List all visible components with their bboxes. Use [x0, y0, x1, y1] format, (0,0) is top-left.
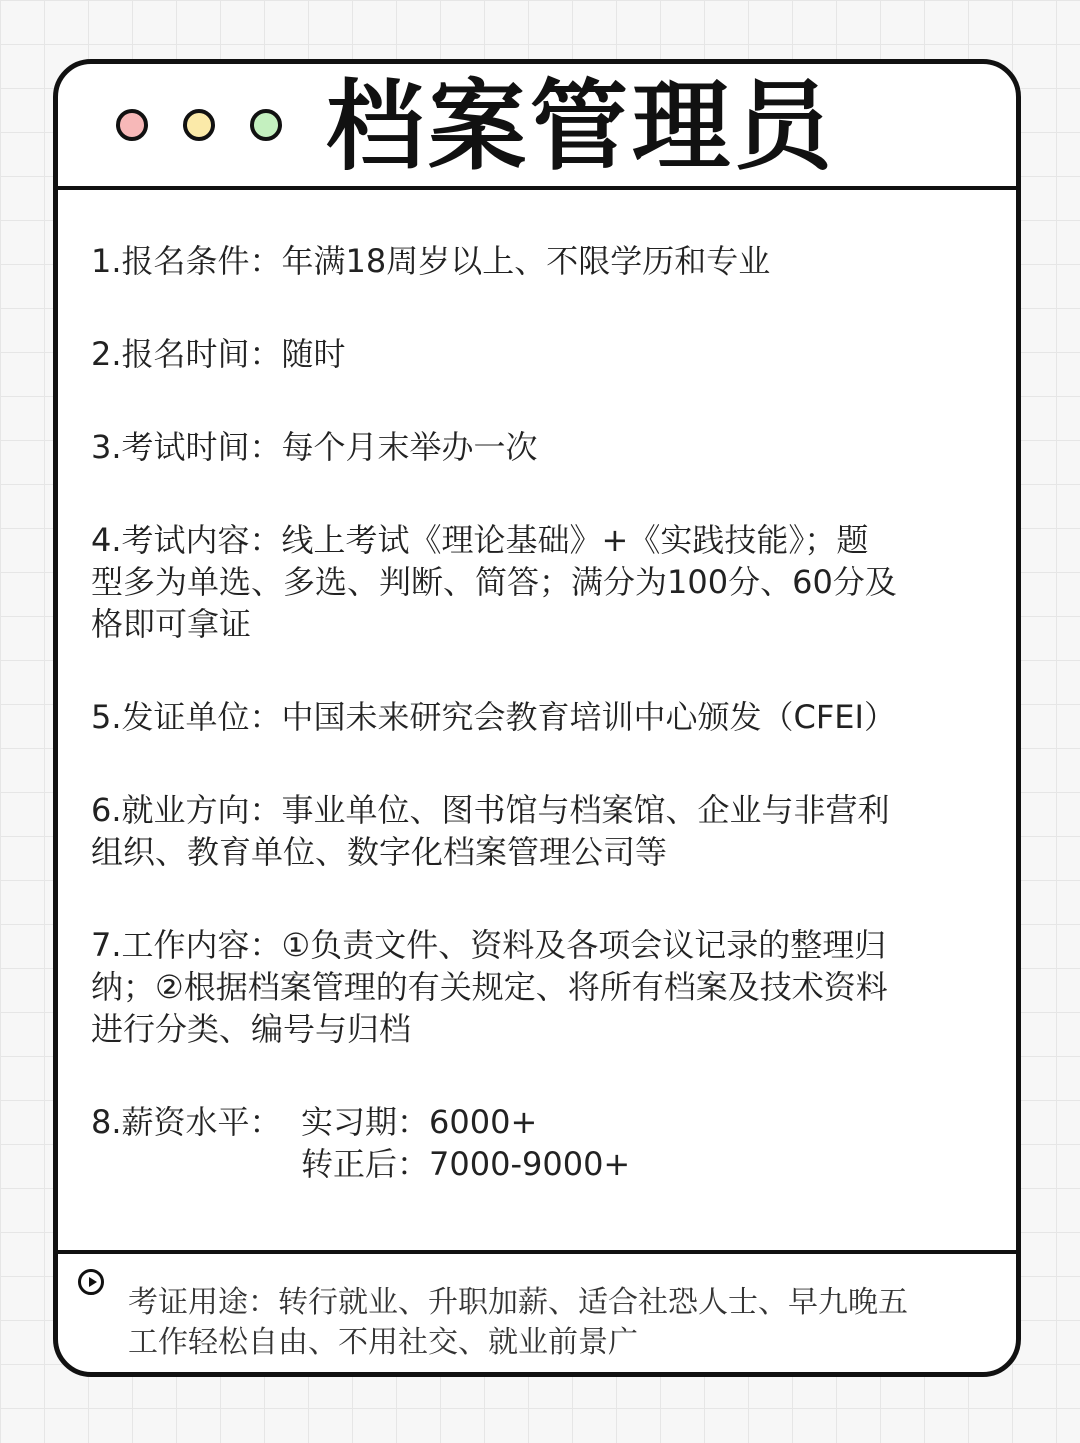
item-job-content: 7.工作内容：①负责文件、资料及各项会议记录的整理归 纳；②根据档案管理的有关规定、将所有档案及技术资料 进行分类、编号与归档: [91, 926, 888, 1048]
item-exam-content: 4.考试内容：线上考试《理论基础》+《实践技能》；题 型多为单选、多选、判断、简答；满分为100分、60分及 格即可拿证: [91, 521, 897, 643]
item-career-direction: 6.就业方向：事业单位、图书馆与档案馆、企业与非营利 组织、教育单位、数字化档案管理公司等: [91, 791, 890, 871]
item-registration-time: 2.报名时间：随时: [91, 335, 346, 373]
footer-divider: [58, 1250, 1016, 1254]
content-list: [91, 240, 991, 1185]
item-exam-time: 3.考试时间：每个月末举办一次: [91, 428, 538, 466]
footer-text: 考证用途：转行就业、升职加薪、适合社恐人士、早九晚五 工作轻松自由、不用社交、就业前景广: [128, 1285, 908, 1360]
play-circle-icon: [78, 1269, 104, 1295]
item-registration-requirements: 1.报名条件：年满18周岁以上、不限学历和专业: [91, 242, 771, 280]
red-dot-icon: [116, 109, 148, 141]
item-issuing-unit: 5.发证单位：中国未来研究会教育培训中心颁发（CFEI）: [91, 698, 896, 736]
item-salary: [91, 1101, 991, 1185]
yellow-dot-icon: [183, 109, 215, 141]
title-bar: [58, 64, 1016, 190]
salary-regular: 转正后：7000-9000+: [301, 1145, 631, 1183]
page-title: 档案管理员: [326, 70, 837, 184]
salary-label: 8.薪资水平：: [91, 1103, 282, 1141]
salary-intern: 实习期：6000+: [301, 1103, 538, 1141]
info-card: [53, 59, 1021, 1377]
green-dot-icon: [250, 109, 282, 141]
